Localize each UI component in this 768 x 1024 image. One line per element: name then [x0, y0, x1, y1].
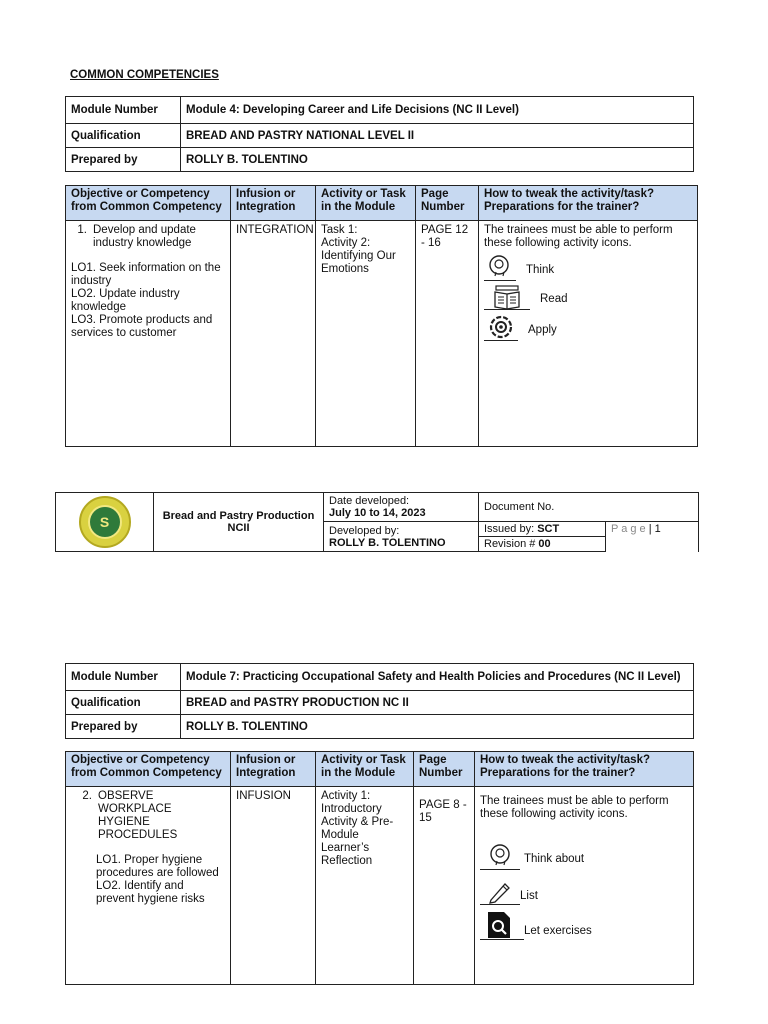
objective-item: OBSERVE WORKPLACE HYGIENE PROCEDULES [98, 790, 178, 841]
list-number: 1. [77, 224, 87, 236]
icon-row-list [480, 880, 688, 905]
header-infusion: Infusion or Integration [231, 186, 316, 221]
header-activity: Activity or Task in the Module [316, 752, 414, 787]
icon-row-apply [484, 314, 692, 341]
issued-label: Issued by: [484, 523, 538, 535]
date-developed-cell [324, 493, 479, 522]
icon-label: List [520, 890, 538, 902]
header-page: Page Number [414, 752, 475, 787]
icon-label: Think about [524, 853, 585, 865]
activity-line: Activity 1: [321, 790, 371, 802]
table-header-row [66, 752, 694, 787]
icon-row-think [484, 254, 692, 281]
info-value: BREAD and PASTRY PRODUCTION NC II [181, 691, 694, 715]
header-tweak: How to tweak the activity/task? Preparations for the trainer? [479, 186, 698, 221]
footer-title: Bread and Pastry Production NCII [154, 493, 324, 552]
info-label: Prepared by [66, 148, 181, 172]
info-row-qualification [66, 691, 694, 715]
activity-line: Introductory Activity & Pre-Module Learner’s Reflection [321, 803, 394, 867]
table-row [66, 787, 694, 985]
date-label: Date developed: [329, 495, 410, 507]
header-infusion: Infusion or Integration [231, 752, 316, 787]
tweak-intro: The trainees must be able to perform these following activity icons. [480, 795, 669, 820]
icon-label: Let exercises [524, 925, 592, 937]
header-page: Page Number [416, 186, 479, 221]
lo-item: LO1. Proper hygiene procedures are followed [96, 854, 219, 879]
let-exercises-icon [480, 911, 524, 940]
info-row-qualification [66, 124, 694, 148]
page-cell: PAGE 8 - 15 [414, 787, 475, 985]
page-cell: PAGE 12 - 16 [416, 221, 479, 447]
icon-label: Think [526, 264, 555, 276]
info-label: Prepared by [66, 715, 181, 739]
info-row-prepared-by [66, 148, 694, 172]
icon-row-let-exercises [480, 911, 688, 940]
objective-item: Develop and update industry knowledge [93, 224, 196, 249]
issued-value: SCT [537, 523, 560, 535]
objective-cell [66, 787, 231, 985]
activity-line: Activity 2: [321, 237, 371, 249]
developed-by-cell [324, 522, 479, 552]
list-number: 2. [82, 790, 92, 802]
infusion-cell: INFUSION [231, 787, 316, 985]
document-number: Document No. [479, 493, 699, 522]
page-label: P a g e [611, 523, 646, 535]
tweak-cell [479, 221, 698, 447]
competency-table-2 [65, 751, 694, 985]
info-value: BREAD AND PASTRY NATIONAL LEVEL II [181, 124, 694, 148]
header-objective: Objective or Competency from Common Competency [66, 752, 231, 787]
tweak-cell [475, 787, 694, 985]
icon-row-read [484, 285, 692, 310]
list-icon [480, 880, 520, 905]
apply-icon [484, 314, 518, 341]
info-label: Module Number [66, 97, 181, 124]
tweak-intro: The trainees must be able to perform these following activity icons. [484, 224, 673, 249]
think-about-icon [480, 843, 520, 870]
header-tweak: How to tweak the activity/task? Preparations for the trainer? [475, 752, 694, 787]
table-header-row [66, 186, 698, 221]
page-separator: | [645, 523, 655, 535]
info-value: ROLLY B. TOLENTINO [181, 715, 694, 739]
lo-item: LO2. Update industry knowledge [71, 288, 180, 313]
info-value: Module 4: Developing Career and Life Decisions (NC II Level) [181, 97, 694, 124]
date-value: July 10 to 14, 2023 [329, 507, 426, 519]
page-value: 1 [654, 523, 661, 535]
activity-cell [316, 787, 414, 985]
think-icon [484, 254, 516, 281]
section-title: COMMON COMPETENCIES [70, 69, 219, 81]
icon-row-think-about [480, 843, 688, 870]
lo-list [96, 854, 225, 906]
info-row-module-number [66, 97, 694, 124]
developed-value: ROLLY B. TOLENTINO [329, 536, 446, 549]
info-row-prepared-by [66, 715, 694, 739]
developed-label: Developed by: [329, 524, 400, 537]
info-label: Module Number [66, 664, 181, 691]
activity-line: Identifying Our Emotions [321, 250, 396, 275]
competency-table-1 [65, 185, 698, 447]
info-label: Qualification [66, 124, 181, 148]
logo-cell [56, 493, 154, 552]
info-value: Module 7: Practicing Occupational Safety and Health Policies and Procedures (NC II Level) [181, 664, 694, 691]
lo-item: LO2. Identify and prevent hygiene risks [96, 880, 205, 905]
school-seal-icon: S [79, 496, 131, 548]
header-objective: Objective or Competency from Common Competency [66, 186, 231, 221]
revision-value: 00 [538, 538, 551, 550]
objective-cell [66, 221, 231, 447]
module-info-table-1 [65, 96, 694, 172]
activity-cell [316, 221, 416, 447]
page-number-cell [606, 522, 699, 552]
read-icon [484, 285, 530, 310]
activity-line: Task 1: [321, 224, 358, 236]
info-row-module-number [66, 664, 694, 691]
lo-item: LO3. Promote products and services to customer [71, 314, 213, 339]
module-info-table-2 [65, 663, 694, 739]
icon-label: Apply [528, 324, 557, 336]
document-footer [55, 492, 699, 552]
revision-label: Revision # [484, 538, 539, 550]
table-row [66, 221, 698, 447]
lo-list [71, 262, 225, 340]
header-activity: Activity or Task in the Module [316, 186, 416, 221]
info-label: Qualification [66, 691, 181, 715]
icon-label: Read [540, 293, 568, 305]
lo-item: LO1. Seek information on the industry [71, 262, 221, 287]
infusion-cell: INTEGRATION [231, 221, 316, 447]
info-value: ROLLY B. TOLENTINO [181, 148, 694, 172]
issued-revision-cell [479, 522, 606, 552]
